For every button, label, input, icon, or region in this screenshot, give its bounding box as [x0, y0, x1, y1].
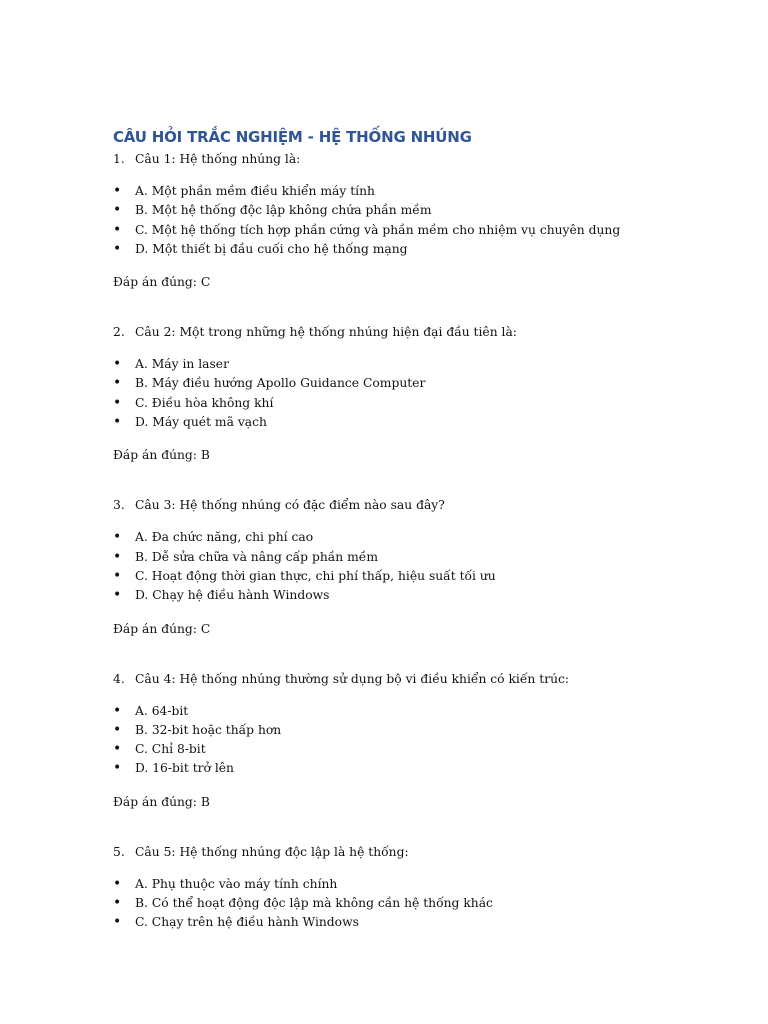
bullet-icon: • — [113, 529, 122, 546]
answer-line: Đáp án đúng: B — [113, 794, 210, 809]
bullet-icon: • — [113, 760, 122, 777]
document-title: CÂU HỎI TRẮC NGHIỆM - HỆ THỐNG NHÚNG — [113, 128, 472, 146]
option-text: A. 64-bit — [135, 703, 189, 718]
option-list — [113, 528, 733, 605]
option-text: A. Một phần mềm điều khiển máy tính — [135, 184, 375, 198]
option-text: D. Máy quét mã vạch — [135, 415, 267, 430]
option-item — [113, 221, 733, 240]
question-block — [113, 323, 733, 496]
option-item — [113, 894, 733, 913]
option-text: C. Chỉ 8-bit — [135, 742, 206, 757]
question-block — [113, 670, 733, 843]
question-number: 4. — [113, 671, 125, 686]
option-item — [113, 548, 733, 567]
bullet-icon: • — [113, 414, 122, 431]
option-text: C. Hoạt động thời gian thực, chi phí thấp, hiệu suất tối ưu — [135, 568, 496, 583]
question-text: Câu 2: Một trong những hệ thống nhúng hiện đại đầu tiên là: — [135, 325, 517, 340]
option-text: C. Chạy trên hệ điều hành Windows — [135, 915, 359, 930]
bullet-icon: • — [113, 548, 122, 565]
question-number: 5. — [113, 844, 125, 859]
option-item — [113, 759, 733, 778]
question-line — [113, 670, 733, 688]
bullet-icon: • — [113, 567, 122, 584]
option-item — [113, 913, 733, 932]
option-item — [113, 182, 733, 201]
option-text: B. Dễ sửa chữa và nâng cấp phần mềm — [135, 549, 379, 564]
option-item — [113, 201, 733, 220]
option-list — [113, 702, 733, 779]
question-text: Câu 3: Hệ thống nhúng có đặc điểm nào sau đây? — [135, 498, 445, 513]
question-list — [113, 150, 733, 933]
option-text: B. Một hệ thống độc lập không chứa phần mềm — [135, 203, 432, 218]
question-line — [113, 843, 733, 861]
question-number: 1. — [113, 152, 125, 166]
question-number: 2. — [113, 325, 125, 340]
question-line — [113, 496, 733, 514]
option-item — [113, 567, 733, 586]
option-item — [113, 875, 733, 894]
option-text: A. Máy in laser — [135, 357, 229, 372]
option-item — [113, 355, 733, 374]
option-text: D. 16-bit trở lên — [135, 761, 234, 776]
answer-line: Đáp án đúng: C — [113, 621, 211, 636]
bullet-icon: • — [113, 914, 122, 931]
option-item — [113, 721, 733, 740]
bullet-icon: • — [113, 875, 122, 892]
option-text: B. Máy điều hướng Apollo Guidance Computer — [135, 376, 426, 391]
option-text: B. Có thể hoạt động độc lập mà không cần hệ thống khác — [135, 896, 493, 911]
answer-line: Đáp án đúng: C — [113, 275, 211, 290]
bullet-icon: • — [113, 587, 122, 604]
question-text: Câu 5: Hệ thống nhúng độc lập là hệ thống: — [135, 844, 409, 859]
bullet-icon: • — [113, 702, 122, 719]
bullet-icon: • — [113, 721, 122, 738]
bullet-icon: • — [113, 895, 122, 912]
answer-line: Đáp án đúng: B — [113, 448, 210, 463]
option-text: D. Một thiết bị đầu cuối cho hệ thống mạng — [135, 241, 408, 256]
option-item — [113, 586, 733, 605]
option-text: C. Điều hòa không khí — [135, 395, 274, 410]
option-text: A. Phụ thuộc vào máy tính chính — [135, 876, 338, 891]
question-text: Câu 1: Hệ thống nhúng là: — [135, 152, 301, 166]
bullet-icon: • — [113, 183, 122, 199]
question-number: 3. — [113, 498, 125, 513]
question-block — [113, 496, 733, 669]
option-list — [113, 875, 733, 933]
bullet-icon: • — [113, 221, 122, 238]
bullet-icon: • — [113, 741, 122, 758]
option-list — [113, 355, 733, 432]
question-line — [113, 150, 733, 168]
option-item — [113, 394, 733, 413]
option-item — [113, 413, 733, 432]
bullet-icon: • — [113, 356, 122, 373]
option-item — [113, 702, 733, 721]
option-item — [113, 374, 733, 393]
option-text: C. Một hệ thống tích hợp phần cứng và phần mềm cho nhiệm vụ chuyên dụng — [135, 222, 621, 237]
question-block — [113, 150, 733, 323]
question-block — [113, 843, 733, 933]
option-text: B. 32-bit hoặc thấp hơn — [135, 722, 282, 737]
question-text: Câu 4: Hệ thống nhúng thường sử dụng bộ vi điều khiển có kiến trúc: — [135, 671, 570, 686]
bullet-icon: • — [113, 394, 122, 411]
bullet-icon: • — [113, 240, 122, 257]
option-item — [113, 240, 733, 259]
document-page — [113, 124, 733, 933]
bullet-icon: • — [113, 202, 122, 219]
question-line — [113, 323, 733, 341]
option-item — [113, 740, 733, 759]
bullet-icon: • — [113, 375, 122, 392]
option-item — [113, 528, 733, 547]
option-text: A. Đa chức năng, chi phí cao — [135, 530, 314, 545]
option-list — [113, 182, 733, 259]
option-text: D. Chạy hệ điều hành Windows — [135, 588, 330, 603]
